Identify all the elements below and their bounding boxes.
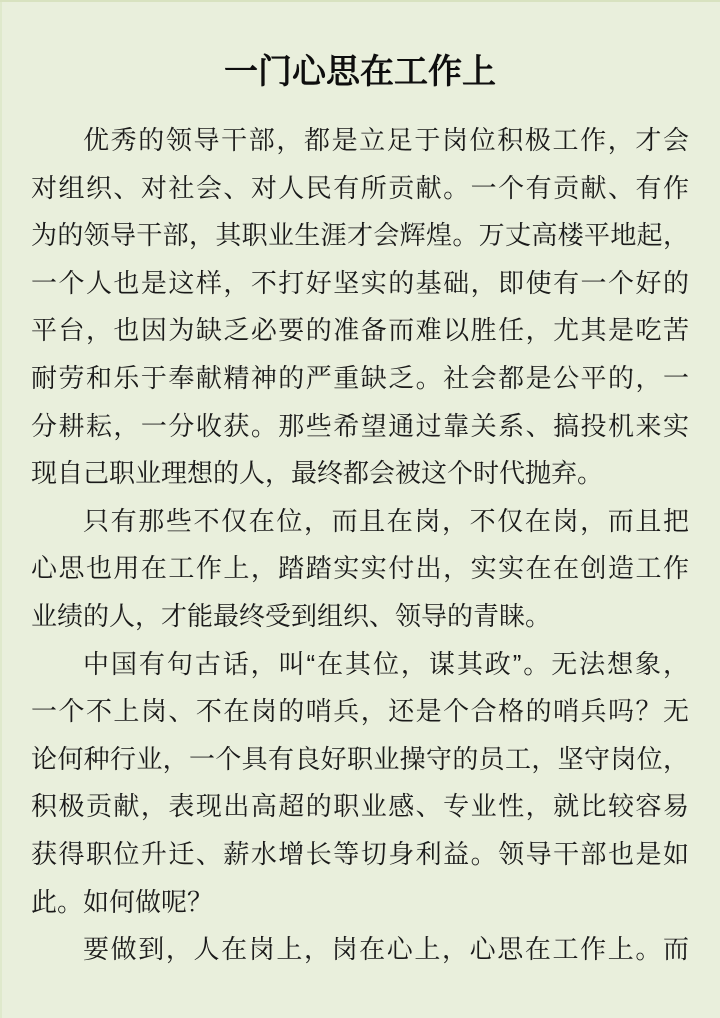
paragraph-1 <box>31 117 689 498</box>
text-line: 心思也用在工作上，踏踏实实付出，实实在在创造工作 <box>31 553 689 584</box>
text-line: 优秀的领导干部，都是立足于岗位积极工作，才会 <box>83 125 689 155</box>
text-line: 平台，也因为缺乏必要的准备而难以胜任，尤其是吃苦 <box>31 315 689 346</box>
document-body <box>0 117 720 974</box>
text-line: 分耕耘，一分收获。那些希望通过靠关系、搞投机来实 <box>31 410 689 441</box>
text-line: 耐劳和乐于奉献精神的严重缺乏。社会都是公平的，一 <box>31 362 689 393</box>
text-line: 为的领导干部，其职业生涯才会辉煌。万丈高楼平地起， <box>31 220 689 251</box>
paragraph-4 <box>31 926 689 974</box>
text-line: 一个不上岗、不在岗的哨兵，还是个合格的哨兵吗？无 <box>31 696 689 727</box>
text-line: 积极贡献，表现出高超的职业感、专业性，就比较容易 <box>31 791 689 822</box>
text-line: 业绩的人，才能最终受到组织、领导的青睐。 <box>31 600 552 631</box>
text-line: 现自己职业理想的人，最终都会被这个时代抛弃。 <box>31 458 604 489</box>
text-line: 对组织、对社会、对人民有所贡献。一个有贡献、有作 <box>31 172 689 203</box>
text-line: 要做到，人在岗上，岗在心上，心思在工作上。而 <box>83 934 689 965</box>
text-line: 中国有句古话，叫“在其位，谋其政”。无法想象， <box>83 648 689 679</box>
paragraph-2 <box>31 498 689 641</box>
text-line: 只有那些不仅在位，而且在岗，不仅在岗，而且把 <box>83 505 689 536</box>
text-line: 论何种行业，一个具有良好职业操守的员工，坚守岗位， <box>31 743 689 774</box>
text-line: 此。如何做呢？ <box>31 886 214 917</box>
page-title: 一门心思在工作上 <box>224 54 496 91</box>
text-line: 获得职位升迁、薪水增长等切身利益。领导干部也是如 <box>31 838 689 869</box>
text-line: 一个人也是这样，不打好坚实的基础，即使有一个好的 <box>31 267 689 298</box>
paragraph-3 <box>31 641 689 927</box>
